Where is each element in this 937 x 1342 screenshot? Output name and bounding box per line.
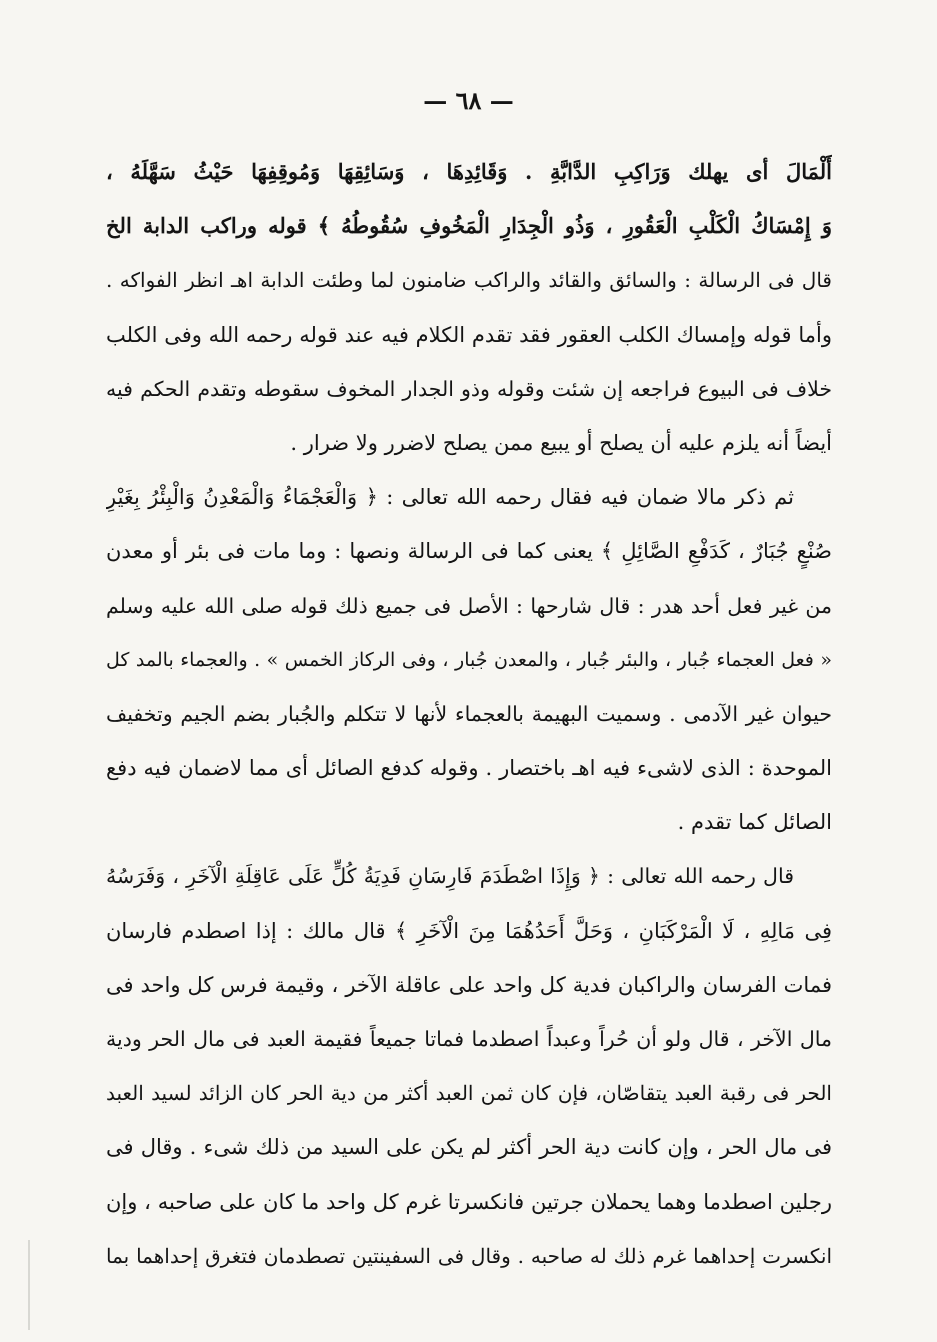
- text-line: الموحدة : الذى لاشىء فيه اهـ باختصار . وقوله كدفع الصائل أى مما لاضمان فيه دفع: [106, 756, 832, 781]
- text-line: قال رحمه الله تعالى : ﴿ وَإِذَا اصْطَدَمَ فَارِسَانِ فَدِيَةُ كُلٍّ عَلَى عَاقِلَةِ الْآخَرِ ، وَفَرَسُهُ: [106, 864, 794, 889]
- text-line: من غير فعل أحد هدر : قال شارحها : الأصل فى جميع ذلك قوله صلى الله عليه وسلم: [106, 593, 832, 618]
- text-line: انكسرت إحداهما غرم ذلك له صاحبه . وقال فى السفينتين تصطدمان فتغرق إحداهما بما: [106, 1243, 832, 1268]
- body-text: [106, 145, 832, 1283]
- text-line: صُنْعٍ جُبَارٌ ، كَدَفْعِ الصَّائِلِ ﴾ يعنى كما فى الرسالة ونصها : وما مات فى بئر أو معدن: [106, 539, 832, 564]
- text-line: « فعل العجماء جُبار ، والبئر جُبار ، والمعدن جُبار ، وفى الركاز الخمس » . والعجماء بالمد كل: [106, 648, 832, 671]
- text-line: خلاف فى البيوع فراجعه إن شئت وقوله وذو الجدار المخوف سقوطه وتقدم الحكم فيه: [106, 376, 832, 401]
- text-line: قال فى الرسالة : والسائق والقائد والراكب ضامنون لما وطئت الدابة اهـ انظر الفواكه .: [106, 268, 832, 293]
- text-line: فى مال الحر ، وإن كانت دية الحر أكثر لم يكن على السيد من ذلك شىء . وقال فى: [106, 1135, 832, 1160]
- text-line: ثم ذكر مالا ضمان فيه فقال رحمه الله تعالى : ﴿ وَالْعَجْمَاءُ وَالْمَعْدِنُ وَالْبِئْرُ بِغَيْرِ: [106, 485, 794, 510]
- text-line: وَ إِمْسَاكُ الْكَلْبِ الْعَقُورِ ، وَذُو الْجِدَارِ الْمَخُوفِ سُقُوطُهُ ﴾ قوله وراكب الدابة الخ: [106, 213, 832, 239]
- text-line: وأما قوله وإمساك الكلب العقور فقد تقدم الكلام فيه عند قوله رحمه الله وفى الكلب: [106, 322, 832, 347]
- scan-edge-mark: [28, 1240, 30, 1330]
- text-line: حيوان غير الآدمى . وسميت البهيمة بالعجماء لأنها لا تتكلم والجُبار بضم الجيم وتخفيف: [106, 701, 832, 726]
- text-line: الصائل كما تقدم .: [677, 810, 832, 835]
- page-number: — ٦٨ —: [423, 86, 514, 115]
- text-line: أَلْمَالَ أى يهلك وَرَاكِبِ الدَّابَّةِ . وَقَائِدِهَا ، وَسَائِقِهَا وَمُوقِفِهَا حَيْثُ سَهَّلَهُ ،: [106, 159, 832, 184]
- text-line: أيضاً أنه يلزم عليه أن يصلح أو يبيع ممن يصلح لاضرر ولا ضرار .: [290, 430, 832, 455]
- text-line: فمات الفرسان والراكبان فدية كل واحد على عاقلة الآخر ، وقيمة فرس كل واحد فى: [106, 972, 832, 997]
- text-line: الحر فى رقبة العبد يتقاصّان، فإن كان ثمن العبد أكثر من دية الحر كان الزائد لسيد العبد: [106, 1081, 832, 1106]
- text-line: فِى مَالِهِ ، لَا الْمَرْكَبَانِ ، وَحَلَّ أَحَدُهُمَا مِنَ الْآخَرِ ﴾ قال مالك : إذا اصطدم فارسان: [106, 918, 832, 943]
- text-line: رجلين اصطدما وهما يحملان جرتين فانكسرتا غرم كل واحد ما كان على صاحبه ، وإن: [106, 1189, 832, 1214]
- text-line: مال الآخر ، قال ولو أن حُراً وعبداً اصطدما فماتا جميعاً فقيمة العبد فى مال الحر ودية: [106, 1027, 832, 1051]
